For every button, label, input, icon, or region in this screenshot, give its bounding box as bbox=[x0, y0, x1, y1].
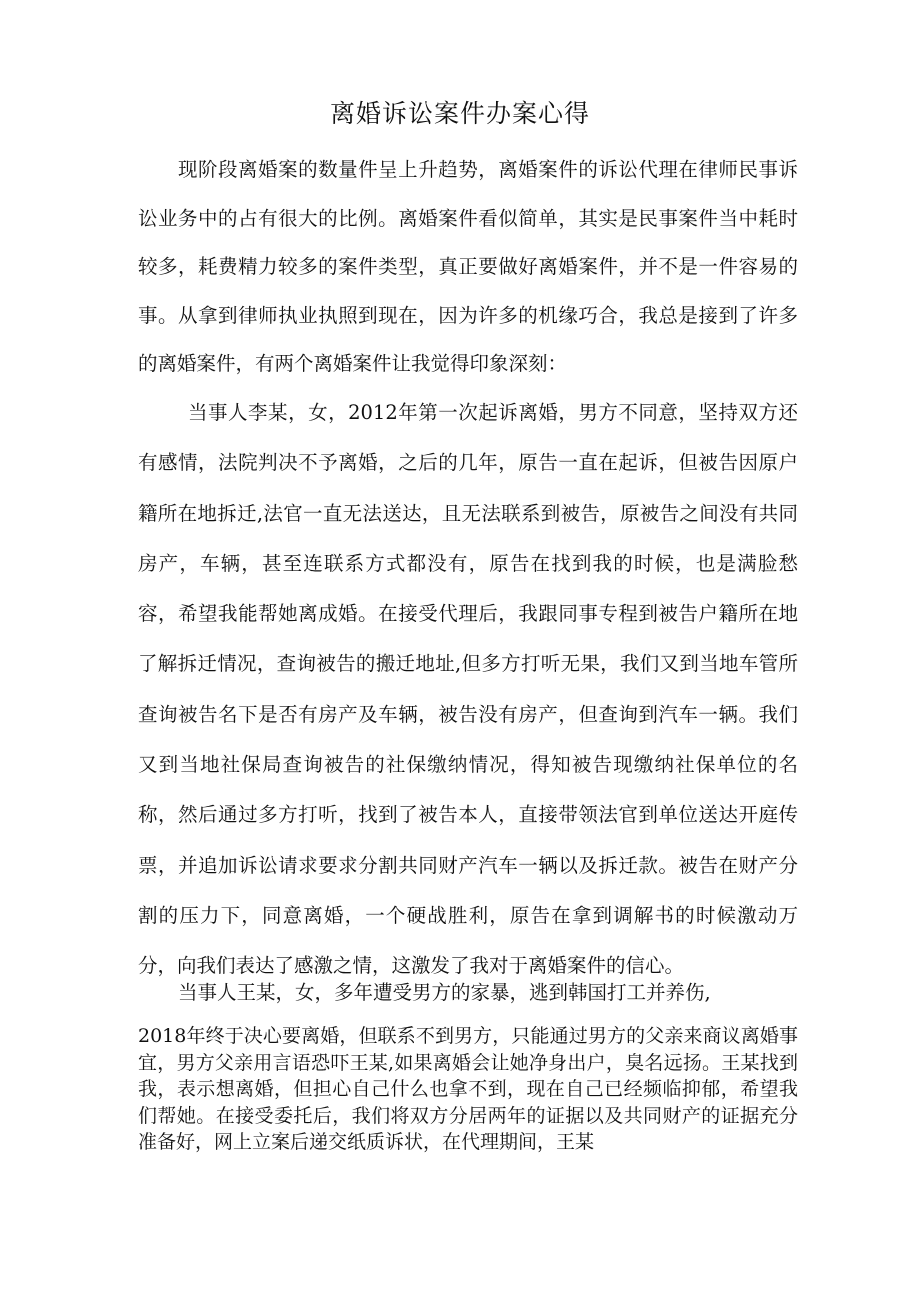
paragraph-case-li: 当事人李某，女，2012年第一次起诉离婚，男方不同意，坚持双方还有感情，法院判决不予离婚，之后的几年，原告一直在起诉，但被告因原户籍所在地拆迁,法官一直无法送达，且无法联系到被告，原被告之间没有共同房产，车辆，甚至连联系方式都没有，原告在找到我的时候，也是满脸愁容，希望我能帮她离成婚。在接受代理后，我跟同事专程到被告户籍所在地了解拆迁情况，查询被告的搬迁地址,但多方打听无果，我们又到当地车管所查询被告名下是否有房产及车辆，被告没有房产，但查询到汽车一辆。我们又到当地社保局查询被告的社保缴纳情况，得知被告现缴纳社保单位的名称，然后通过多方打听，找到了被告本人，直接带领法官到单位送达开庭传票，并追加诉讼请求要求分割共同财产汽车一辆以及拆迁款。被告在财产分割的压力下，同意离婚，一个硬战胜利，原告在拿到调解书的时候激动万分，向我们表达了感激之情，这激发了我对于离婚案件的信心。 bbox=[138, 401, 798, 978]
paragraph-intro: 现阶段离婚案的数量件呈上升趋势，离婚案件的诉讼代理在律师民事诉讼业务中的占有很大的比例。离婚案件看似简单，其实是民事案件当中耗时较多，耗费精力较多的案件类型，真正要做好离婚案件，并不是一件容易的事。从拿到律师执业执照到现在，因为许多的机缘巧合，我总是接到了许多的离婚案件，有两个离婚案件让我觉得印象深刻： bbox=[138, 158, 798, 375]
document-title: 离婚诉讼案件办案心得 bbox=[329, 99, 590, 128]
paragraph-case-wang-body: 2018年终于决心要离婚，但联系不到男方，只能通过男方的父亲来商议离婚事宜，男方父亲用言语恐吓王某,如果离婚会让她净身出户，臭名远扬。王某找到我，表示想离婚，但担心自己什么也拿不到，现在自己已经频临抑郁，希望我们帮她。在接受委托后，我们将双方分居两年的证据以及共同财产的证据充分准备好，网上立案后递交纸质诉状，在代理期间，王某 bbox=[138, 1025, 798, 1153]
paragraph-case-wang-intro: 当事人王某，女，多年遭受男方的家暴，逃到韩国打工并养伤, bbox=[178, 981, 711, 1004]
